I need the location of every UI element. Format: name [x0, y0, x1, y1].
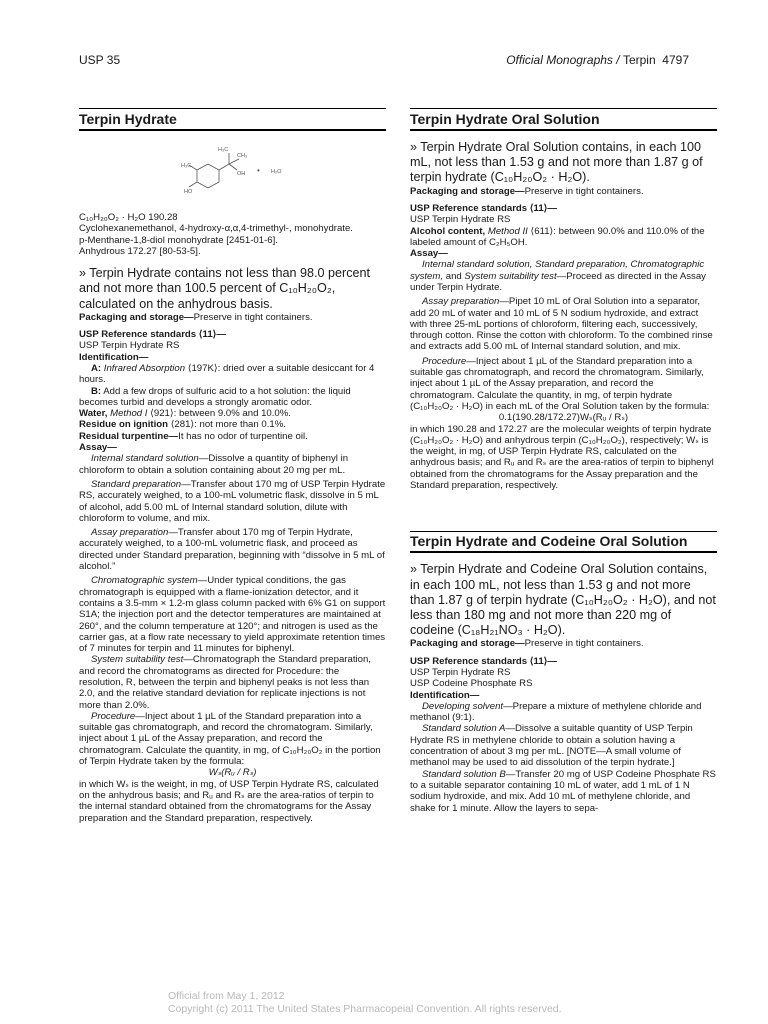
struct-label-h3c-top: H₃C [218, 147, 229, 153]
chemical-name: Cyclohexanemethanol, 4-hydroxy-α,α,4-trimethyl-, monohydrate. [79, 223, 353, 235]
system-suitability-para [79, 654, 386, 710]
oral-pack-label: Packaging and storage— [410, 185, 525, 197]
assayprep-label: Assay preparation— [91, 527, 178, 539]
oral-assayprep-text: Pipet 10 mL of Oral Solution into a separator, add 20 mL of water and 10 mL of 5 N sodium hydroxide, and extract with three 25-mL portions of chloroform, filtering each, successively, through cotton. Rinse the cotton with chloroform. To the combined rinse and extracts add 5.00 mL of Internal standard solution, and mix. [410, 296, 713, 353]
oral-pack-text: Preserve in tight containers. [524, 185, 644, 197]
stdprep-text: Transfer about 170 mg of USP Terpin Hydrate RS, accurately weighed, to a 100-mL volumetric flask, dissolve in 5 mL of alcohol, add 5.00 mL of Internal standard solution, dilute with chloroform to volume, and mix. [79, 478, 386, 524]
oral-assay-intro-and: and [443, 270, 465, 282]
oral-proc-text: Inject about 1 µL of the Standard preparation into a suitable gas chromatograph, and record the chromatogram. Similarly, inject about 1 µL of the Assay preparation, and record the chromatogram. Calculate the quantity, in mg, of terpin hydrate (C₁₀H₂₀O₂ · H₂O) in each mL of the Oral Solution taken by the formula: [410, 355, 710, 412]
packaging-storage [79, 312, 386, 323]
monograph-title-terpin-hydrate: Terpin Hydrate [79, 108, 386, 131]
codeine-ref-label: USP Reference standards ⟨11⟩— [410, 655, 558, 667]
oral-assay-label: Assay— [410, 248, 448, 260]
ident-a-text: ⟨197K⟩: dried over a suitable desiccant for 4 hours. [79, 362, 375, 386]
monograph-title-oral-solution: Terpin Hydrate Oral Solution [410, 108, 717, 131]
assay-prep-para [79, 527, 386, 572]
oral-solution-intro: » Terpin Hydrate Oral Solution contains, in each 100 mL, not less than 1.53 g and not more than 1.87 g of terpin hydrate (C₁₀H₂₀O₂ · H₂O). [410, 140, 703, 185]
chrom-text: Under typical conditions, the gas chromatograph is equipped with a flame-ionization detector, and it contains a 3.5-mm × 1.2-m glass column packed with 6% G1 on support S1A; the injection port and the detector temperatures are maintained at 260°, and the column temperature at 120°; and nitrogen is used as the carrier gas, at a flow rate necessary to yield approximate retention times of 7 minutes for terpin and 11 minutes for biphenyl. [79, 575, 386, 655]
standard-prep-para [79, 479, 386, 524]
alcohol-method: Method II [487, 225, 528, 237]
codeine-intro: » Terpin Hydrate and Codeine Oral Solution contains, in each 100 mL, not less than 1.53 g and not more than 1.87 g of terpin hydrate (C₁₀H₂₀O₂ · H₂O), and not less than 180 mg and not more than 220 mg of codeine (C₁₈H₂₁NO₃ · H₂O). [410, 562, 716, 638]
header-italic: Official Monographs / [506, 53, 623, 67]
oral-assayprep-label: Assay preparation— [422, 296, 509, 308]
chemical-structure [79, 140, 386, 200]
stdprep-label: Standard preparation— [91, 478, 191, 490]
oral-procedure [410, 356, 717, 412]
struct-label-ho: HO [184, 189, 193, 195]
molecular-formula: C₁₀H₂₀O₂ · H₂O 190.28 [79, 212, 178, 223]
monograph-title-codeine: Terpin Hydrate and Codeine Oral Solution [410, 531, 717, 553]
footer-copyright: Copyright (c) 2011 The United States Pharmacopeial Convention. All rights reserved. [168, 1003, 562, 1015]
packaging-label: Packaging and storage— [79, 311, 194, 323]
oral-formula-explanation: in which 190.28 and 172.27 are the molecular weights of terpin hydrate (C₁₀H₂₀O₂ · H₂O) and anhydrous terpin (C₁₀H₂₀O₂), respectively; Wₛ is the weight, in mg, of USP Terpin Hydrate RS, calculated on the anhydrous basis; and Rᵤ and Rₛ are the area-ratios of terpin to biphenyl obtained from the chromatograms for the Assay preparation and the Standard preparation, respectively. [410, 423, 714, 492]
alternate-name: p-Menthane-1,8-diol monohydrate [2451-01-6]. [79, 234, 278, 246]
water-label: Water, [79, 408, 108, 420]
oral-packaging [410, 186, 717, 197]
proc-text: Inject about 1 µL of the Standard preparation into a suitable gas chromatograph, and record the chromatogram. Similarly, inject about 1 µL of the Assay preparation, and record the chromatogram. Calculate the quantity, in mg, of C₁₀H₂₀O₂ in the portion of Terpin Hydrate taken by the formula: [79, 710, 381, 768]
oral-proc-label: Procedure— [422, 355, 476, 367]
identification-label: Identification— [79, 351, 149, 363]
stdA-label: Standard solution A— [422, 723, 515, 735]
standard-solution-a [410, 723, 717, 768]
syst-text: Chromatograph the Standard preparation, and record the chromatograms as directed for Procedure: the resolution, R, between the terpin and biphenyl peaks is not less than 2.0, and the relative standard deviation for replicate injections is not more than 2.0%. [79, 654, 371, 711]
alcohol-content [410, 226, 717, 249]
turpentine-text: It has no odor of turpentine oil. [178, 430, 308, 442]
stdB-label: Standard solution B— [422, 768, 516, 780]
codeine-ref-text-2: USP Codeine Phosphate RS [410, 678, 533, 690]
struct-label-h3c-left: H₃C [181, 163, 192, 169]
assay-formula: Wₛ(Rᵤ / Rₛ) [208, 767, 257, 779]
struct-label-ch3-top: CH₃ [237, 153, 248, 159]
oral-assay-prep [410, 296, 717, 352]
running-header-left: USP 35 [79, 53, 121, 67]
ident-a-method: Infrared Absorption [103, 362, 186, 374]
formula-explanation: in which Wₛ is the weight, in mg, of USP Terpin Hydrate RS, calculated on the anhydrous basis; and Rᵤ and Rₛ are the area-ratios of terpin to the internal standard obtained from the chromatograms for the Assay preparation and the Standard preparation, respectively. [79, 778, 379, 824]
standard-solution-b [410, 769, 717, 814]
assayprep-text: Transfer about 170 mg of Terpin Hydrate, accurately weighed, to a 100-mL volumetric flask, and proceed as directed under Standard preparation, beginning with “dissolve in 5 mL of alcohol.” [79, 527, 385, 573]
identification-a [79, 363, 386, 386]
ident-b-text: Add a few drops of sulfuric acid to a hot solution: the liquid becomes turbid and develops a strongly aromatic odor. [79, 385, 351, 408]
codeine-ref-text-1: USP Terpin Hydrate RS [410, 666, 511, 678]
reference-standards-text: USP Terpin Hydrate RS [79, 340, 180, 352]
oral-ref-label: USP Reference standards ⟨11⟩— [410, 202, 558, 214]
turpentine-label: Residual turpentine— [79, 430, 179, 442]
chromatographic-system-para [79, 575, 386, 654]
procedure-para [79, 711, 386, 767]
syst-label: System suitability test— [91, 654, 193, 666]
codeine-packaging [410, 638, 717, 649]
header-monograph-name: Terpin [622, 53, 656, 67]
monograph-intro: » Terpin Hydrate contains not less than 98.0 percent and not more than 100.5 percent of C₁₀H₂₀O₂, calculated on the anhydrous basis. [79, 266, 371, 311]
residue-label: Residue on ignition [79, 419, 169, 431]
oral-assay-intro-italic2: System suitability test [464, 270, 557, 282]
oral-assay-intro-rest: —Proceed as directed in the Assay under Terpin Hydrate. [410, 270, 706, 293]
running-header-right [506, 53, 689, 67]
residue-test [79, 419, 386, 430]
codeine-identification-label: Identification— [410, 689, 480, 701]
residue-text: ⟨281⟩: not more than 0.1%. [170, 419, 286, 431]
packaging-text: Preserve in tight containers. [193, 311, 313, 323]
oral-assay-intro [410, 259, 717, 293]
copyright-footer [168, 990, 562, 1016]
developing-solvent [410, 701, 717, 724]
right-column [410, 108, 717, 814]
internal-label: Internal standard solution— [91, 453, 209, 465]
stdA-text: Dissolve a suitable quantity of USP Terpin Hydrate RS in methylene chloride to obtain a solution having a concentration of about 3 mg per mL. [NOTE—A small volume of methanol may be used to aid dissolution of the terpin hydrate.] [410, 723, 693, 769]
devsol-text: Prepare a mixture of methylene chloride and methanol (9:1). [410, 700, 702, 724]
ident-a-label: A: [91, 362, 102, 374]
internal-standard-para [79, 453, 386, 476]
reference-standards-label: USP Reference standards ⟨11⟩— [79, 329, 227, 341]
alcohol-text: ⟨611⟩: between 90.0% and 110.0% of the labeled amount of C₂H₅OH. [410, 225, 705, 248]
chrom-label: Chromatographic system— [91, 575, 208, 587]
left-column [79, 108, 386, 824]
footer-official-date: Official from May 1, 2012 [168, 990, 285, 1002]
proc-label: Procedure— [91, 710, 145, 722]
internal-text: Dissolve a quantity of biphenyl in chloroform to obtain a solution containing about 20 mg per mL. [79, 453, 349, 476]
ident-b-label: B: [91, 385, 102, 397]
stdB-text: Transfer 20 mg of USP Codeine Phosphate RS to a suitable separator containing 10 mL of water, add 1 mL of 1 N sodium hydroxide, and mix. Add 10 mL of methylene chloride, and shake for 1 minute. Allow the layers to sepa- [410, 768, 716, 814]
oral-assay-intro-italic: Internal standard solution, Standard preparation, Chromatographic system, [410, 259, 705, 282]
page-number: 4797 [662, 53, 689, 67]
devsol-label: Developing solvent— [422, 700, 513, 712]
water-text: ⟨921⟩: between 9.0% and 10.0%. [150, 408, 291, 420]
struct-label-h2o: H₂O [271, 169, 282, 175]
codeine-pack-text: Preserve in tight containers. [524, 638, 644, 650]
water-test [79, 408, 386, 419]
chemical-structure-diagram [79, 140, 386, 200]
assay-label: Assay— [79, 442, 117, 454]
turpentine-test [79, 431, 386, 442]
codeine-pack-label: Packaging and storage— [410, 638, 525, 650]
alcohol-label: Alcohol content, [410, 225, 486, 237]
oral-formula: 0.1(190.28/172.27)Wₛ(Rᵤ / Rₛ) [498, 412, 629, 424]
identification-b [79, 386, 386, 409]
water-method: Method I [110, 408, 148, 420]
struct-label-dot: • [257, 166, 260, 175]
oral-ref-text: USP Terpin Hydrate RS [410, 214, 511, 226]
anhydrous-weight: Anhydrous 172.27 [80-53-5]. [79, 245, 201, 257]
struct-label-oh: OH [237, 171, 246, 177]
